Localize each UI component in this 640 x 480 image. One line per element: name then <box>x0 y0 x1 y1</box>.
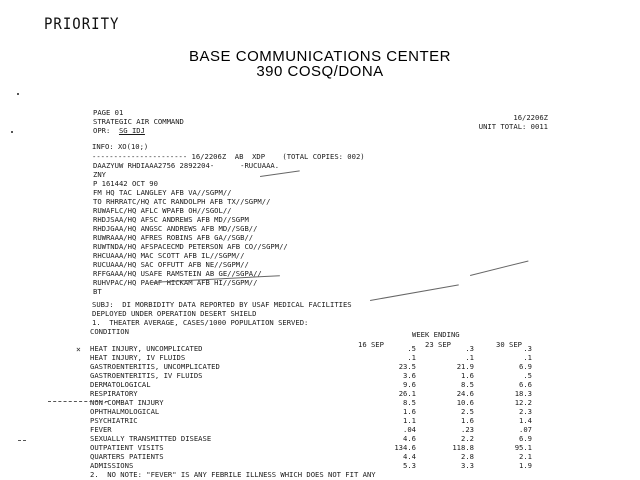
routing-line: ZNY <box>93 170 106 179</box>
message-date: 16/2206Z <box>513 113 548 122</box>
subject-line: DEPLOYED UNDER OPERATION DESERT SHIELD <box>92 309 257 318</box>
column-header: 30 SEP <box>496 340 522 349</box>
condition-label: ADMISSIONS <box>90 461 134 470</box>
table-row <box>90 362 532 371</box>
opr-value: SG IDJ <box>118 126 145 135</box>
value-16-sep: 26.1 <box>398 389 416 398</box>
value-30-sep: .1 <box>523 353 532 362</box>
message-header-right <box>426 113 548 131</box>
margin-mark <box>11 131 13 133</box>
condition-label: FEVER <box>90 425 112 434</box>
value-16-sep: .1 <box>407 353 416 362</box>
value-23-sep: 2.8 <box>461 452 474 461</box>
value-30-sep: .5 <box>523 371 532 380</box>
routing-summary-line: ---------------------- 16/2206Z AB XDP (TOTAL COPIES: 002) <box>92 152 365 161</box>
value-30-sep: 6.9 <box>519 434 532 443</box>
value-23-sep: .23 <box>461 425 474 434</box>
value-23-sep: 8.5 <box>461 380 474 389</box>
table-row <box>90 389 532 398</box>
condition-label: RESPIRATORY <box>90 389 138 398</box>
week-ending-label: WEEK ENDING <box>412 330 460 339</box>
condition-label: OPHTHALMOLOGICAL <box>90 407 160 416</box>
value-16-sep: 3.6 <box>403 371 416 380</box>
value-30-sep: 18.3 <box>514 389 532 398</box>
pen-stroke <box>48 401 108 402</box>
table-row <box>90 461 532 470</box>
value-16-sep: 1.6 <box>403 407 416 416</box>
value-16-sep: .04 <box>403 425 416 434</box>
value-16-sep: 1.1 <box>403 416 416 425</box>
table-row <box>90 407 532 416</box>
value-30-sep: 1.9 <box>519 461 532 470</box>
margin-mark <box>17 93 19 95</box>
routing-line: TO RHRRATC/HQ ATC RANDOLPH AFB TX//SGPM// <box>93 197 271 206</box>
value-30-sep: 12.2 <box>514 398 532 407</box>
condition-label: HEAT INJURY, IV FLUIDS <box>90 353 186 362</box>
pen-stroke <box>370 284 459 301</box>
value-23-sep: 1.6 <box>461 416 474 425</box>
condition-label: GASTROENTERITIS, IV FLUIDS <box>90 371 203 380</box>
table-row <box>90 380 532 389</box>
routing-line: RUWRAAA/HQ AFRES ROBINS AFB GA//SGB// <box>93 233 254 242</box>
value-30-sep: 2.3 <box>519 407 532 416</box>
value-30-sep: .07 <box>519 425 532 434</box>
subject-line: SUBJ: DI MORBIDITY DATA REPORTED BY USAF MEDICAL FACILITIES <box>92 300 352 309</box>
routing-line: RFFGAAA/HQ USAFE RAMSTEIN AB GE//SGPA// <box>93 269 262 278</box>
routing-line: RUWAFLC/HQ AFLC WPAFB OH//SGOL// <box>93 206 232 215</box>
center-title: BASE COMMUNICATIONS CENTER <box>189 48 451 65</box>
routing-line: DAAZYUW RHDIAAA2756 2892204- -RUCUAAA. <box>93 161 280 170</box>
condition-label: NON-COMBAT INJURY <box>90 398 164 407</box>
condition-label: OUTPATIENT VISITS <box>90 443 164 452</box>
value-23-sep: .1 <box>465 353 474 362</box>
info-line: INFO: XO(10;) <box>92 142 149 151</box>
value-16-sep: .5 <box>407 344 416 353</box>
routing-line: BT <box>93 287 102 296</box>
value-30-sep: 6.6 <box>519 380 532 389</box>
routing-line: RHDJGAA/HQ ANGSC ANDREWS AFB MD//SGB// <box>93 224 258 233</box>
pen-stroke <box>470 260 528 275</box>
subject-line: 1. THEATER AVERAGE, CASES/1000 POPULATION SERVED: <box>92 318 309 327</box>
table-row <box>90 452 532 461</box>
value-23-sep: 10.6 <box>456 398 474 407</box>
column-header: 16 SEP <box>358 340 384 349</box>
condition-header: CONDITION <box>90 327 129 336</box>
condition-label: GASTROENTERITIS, UNCOMPLICATED <box>90 362 220 371</box>
value-23-sep: .3 <box>465 344 474 353</box>
message-header <box>93 108 184 135</box>
table-row <box>90 434 532 443</box>
routing-line: FM HQ TAC LANGLEY AFB VA//SGPM// <box>93 188 232 197</box>
morbidity-table <box>90 344 532 470</box>
value-30-sep: 2.1 <box>519 452 532 461</box>
value-23-sep: 24.6 <box>456 389 474 398</box>
column-header: 23 SEP <box>425 340 451 349</box>
condition-label: DERMATOLOGICAL <box>90 380 151 389</box>
note-line: 2. NO NOTE: "FEVER" IS ANY FEBRILE ILLNESS WHICH DOES NOT FIT ANY <box>90 470 376 479</box>
condition-label: QUARTERS PATIENTS <box>90 452 164 461</box>
table-row <box>90 353 532 362</box>
value-30-sep: 1.4 <box>519 416 532 425</box>
routing-line: RUWTNDA/HQ AFSPACECMD PETERSON AFB CO//SGPM// <box>93 242 288 251</box>
command-name: STRATEGIC AIR COMMAND <box>93 117 184 126</box>
value-23-sep: 3.3 <box>461 461 474 470</box>
value-23-sep: 2.5 <box>461 407 474 416</box>
value-23-sep: 1.6 <box>461 371 474 380</box>
value-16-sep: 8.5 <box>403 398 416 407</box>
table-row <box>90 344 532 353</box>
value-30-sep: 6.9 <box>519 362 532 371</box>
table-row <box>90 398 532 407</box>
check-mark-icon: × <box>76 345 81 354</box>
value-16-sep: 4.4 <box>403 452 416 461</box>
table-row <box>90 416 532 425</box>
value-30-sep: .3 <box>523 344 532 353</box>
subject-block <box>92 300 352 327</box>
unit-total: UNIT TOTAL: 0011 <box>478 122 548 131</box>
priority-stamp: PRIORITY <box>44 15 120 34</box>
value-16-sep: 4.6 <box>403 434 416 443</box>
value-23-sep: 2.2 <box>461 434 474 443</box>
value-16-sep: 134.6 <box>394 443 416 452</box>
table-row <box>90 371 532 380</box>
routing-line: RUHVPAC/HQ PACAF HICKAM AFB HI//SGPM// <box>93 278 258 287</box>
pen-stroke <box>18 440 26 441</box>
condition-label: SEXUALLY TRANSMITTED DISEASE <box>90 434 212 443</box>
condition-label: HEAT INJURY, UNCOMPLICATED <box>90 344 203 353</box>
value-16-sep: 5.3 <box>403 461 416 470</box>
value-23-sep: 21.9 <box>456 362 474 371</box>
routing-line: RUCUAAA/HQ SAC OFFUTT AFB NE//SGPM// <box>93 260 249 269</box>
opr-label: OPR: <box>93 126 111 135</box>
routing-line: P 161442 OCT 90 <box>93 179 158 188</box>
week-ending-header <box>352 330 460 339</box>
value-16-sep: 9.6 <box>403 380 416 389</box>
routing-line: RHDJSAA/HQ AFSC ANDREWS AFB MD//SGPM <box>93 215 249 224</box>
table-row <box>90 425 532 434</box>
value-30-sep: 95.1 <box>514 443 532 452</box>
routing-line: RHCUAAA/HQ MAC SCOTT AFB IL//SGPM// <box>93 251 245 260</box>
center-subtitle: 390 COSQ/DONA <box>256 63 384 80</box>
value-16-sep: 23.5 <box>398 362 416 371</box>
table-row <box>90 443 532 452</box>
page-number: PAGE 01 <box>93 108 124 117</box>
condition-label: PSYCHIATRIC <box>90 416 138 425</box>
value-23-sep: 118.8 <box>452 443 474 452</box>
